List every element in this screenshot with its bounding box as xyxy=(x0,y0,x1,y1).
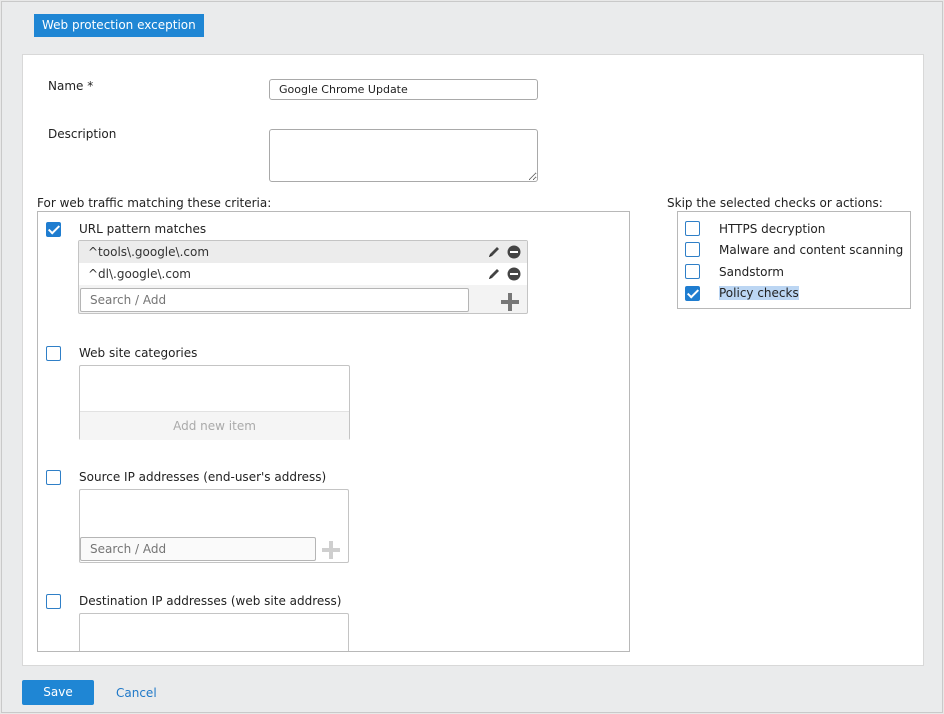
dest-ip-checkbox[interactable] xyxy=(46,594,61,609)
source-ip-list xyxy=(79,489,349,563)
pencil-icon[interactable] xyxy=(487,267,501,281)
policy-checks-label: Policy checks xyxy=(719,286,799,300)
add-category-button[interactable]: Add new item xyxy=(80,411,349,440)
skip-heading: Skip the selected checks or actions: xyxy=(667,196,883,210)
minus-circle-icon[interactable] xyxy=(507,245,521,259)
skip-box xyxy=(677,211,911,309)
dest-ip-list xyxy=(79,613,349,652)
url-pattern-item-text: ^dl\.google\.com xyxy=(88,267,191,281)
exception-dialog xyxy=(1,1,943,713)
categories-list xyxy=(79,365,350,440)
malware-scanning-label: Malware and content scanning xyxy=(719,243,904,257)
plus-icon[interactable] xyxy=(322,541,340,559)
url-pattern-search-input[interactable] xyxy=(80,288,469,312)
https-decryption-checkbox[interactable] xyxy=(685,221,700,236)
save-button[interactable]: Save xyxy=(22,680,94,705)
malware-scanning-checkbox[interactable] xyxy=(685,242,700,257)
cancel-button[interactable]: Cancel xyxy=(116,686,157,700)
url-pattern-item[interactable] xyxy=(79,263,527,285)
sandstorm-label: Sandstorm xyxy=(719,265,784,279)
dest-ip-label: Destination IP addresses (web site address) xyxy=(79,594,342,608)
policy-checks-checkbox[interactable] xyxy=(685,286,700,301)
name-field[interactable] xyxy=(269,79,538,100)
categories-checkbox[interactable] xyxy=(46,346,61,361)
criteria-box[interactable] xyxy=(37,211,630,652)
source-ip-search-input[interactable] xyxy=(80,537,316,561)
sandstorm-checkbox[interactable] xyxy=(685,264,700,279)
form-panel xyxy=(22,54,924,666)
url-pattern-item[interactable] xyxy=(79,241,527,263)
criteria-heading: For web traffic matching these criteria: xyxy=(37,196,272,210)
description-label: Description xyxy=(48,127,117,141)
source-ip-label: Source IP addresses (end-user's address) xyxy=(79,470,327,484)
url-pattern-list xyxy=(78,240,528,314)
plus-icon[interactable] xyxy=(501,293,519,311)
https-decryption-label: HTTPS decryption xyxy=(719,222,826,236)
dialog-title-tab: Web protection exception xyxy=(34,14,204,37)
pencil-icon[interactable] xyxy=(487,245,501,259)
url-pattern-checkbox[interactable] xyxy=(46,222,61,237)
name-label: Name * xyxy=(48,79,94,93)
description-field[interactable] xyxy=(269,129,538,182)
source-ip-checkbox[interactable] xyxy=(46,470,61,485)
url-pattern-label: URL pattern matches xyxy=(79,222,207,236)
url-pattern-item-text: ^tools\.google\.com xyxy=(88,245,210,259)
minus-circle-icon[interactable] xyxy=(507,267,521,281)
categories-label: Web site categories xyxy=(79,346,198,360)
